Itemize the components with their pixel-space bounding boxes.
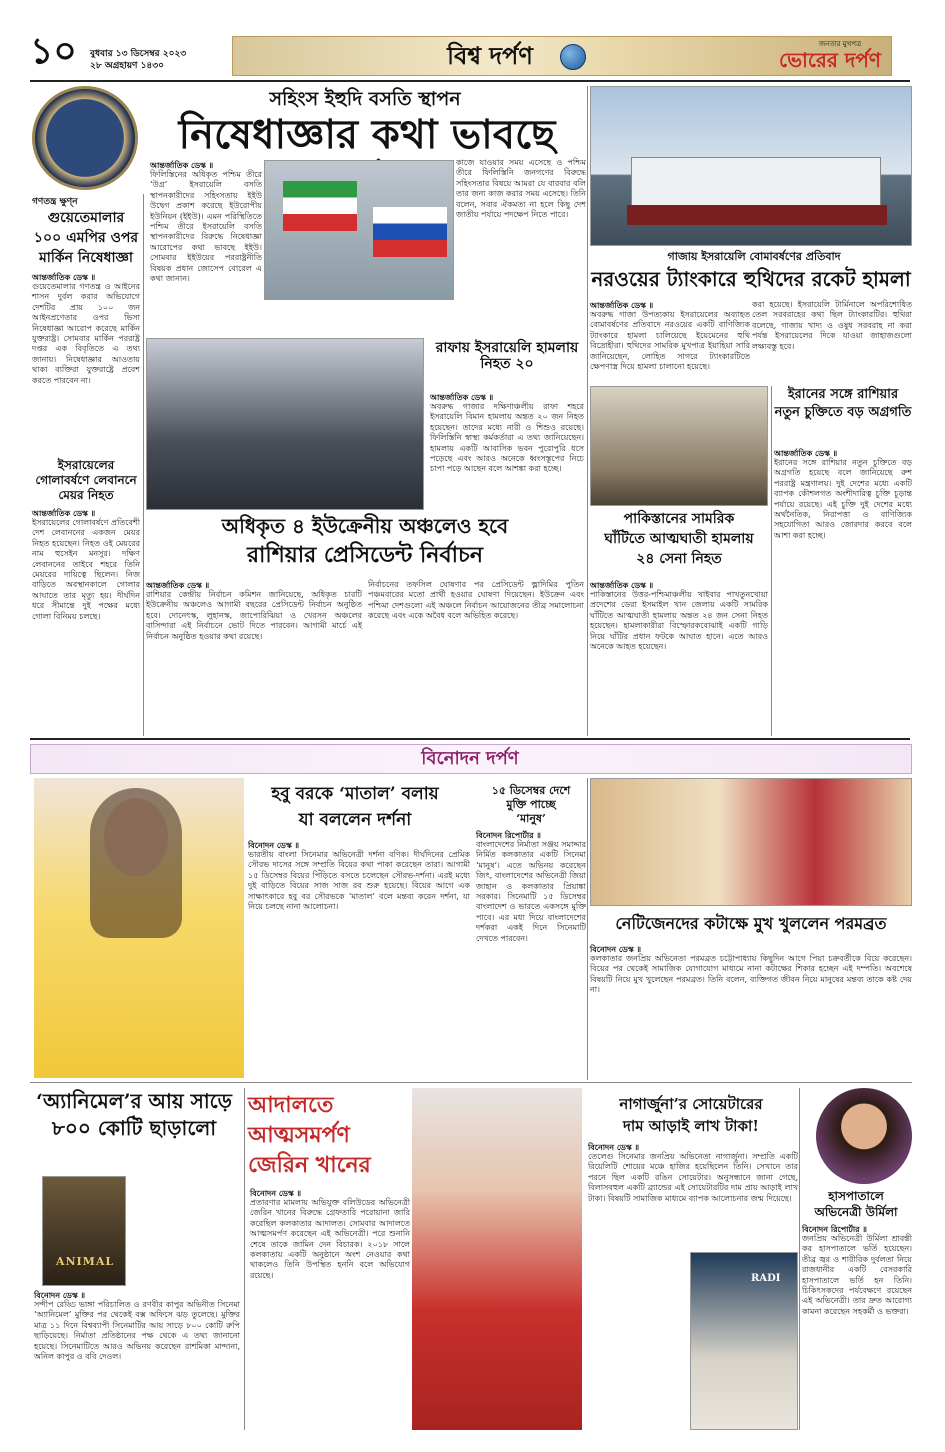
animal-poster-title: ANIMAL <box>55 1255 115 1268</box>
manush-desk: বিনোদন রিপোর্টার ॥ <box>476 830 541 840</box>
masthead-tagline: জনতার মুখপত্র <box>818 40 862 48</box>
manush-body: বাংলাদেশের নির্মাতা সঞ্জয় সমাদ্দার নির্মিত কলকাতার একটি সিনেমা ‘মানুষ’। এতে অভিনয় করেছেন জিৎ, বাংলাদেশের অভিনেত্রী জিয়া জাহান ও কলকাতার প্রিয়াঙ্কা সরকার। সিনেমাটি ১৫ ডিসেম্বর বাংলাদেশ ও ভারতে একসঙ্গে মুক্তি পাবে। এর মধ্য দিয়ে বাংলাদেশের দর্শকরা একই দিনে সিনেমাটি দেখতে পারবেন। <box>476 840 586 943</box>
parambrata-body: কলকাতার জনপ্রিয় অভিনেতা পরমব্রত চট্টোপাধ্যায় কিছুদিন আগে পিয়া চক্রবর্তীকে বিয়ে করেছেন। বিয়ের পর থেকেই সামাজিক যোগাযোগ মাধ্যমে নানা কটাক্ষের শিকার হচ্ছেন এই দম্পতি। অবশেষে বিষয়টি নিয়ে মুখ খুলেছেন পরমব্রত। তিনি বলেন, ব্যক্তিগত জীবন নিয়ে মানুষের মন্তব্য তাকে কষ্ট দেয় না। <box>590 954 912 995</box>
urmila-photo <box>816 1088 912 1184</box>
pakistan-desk: আন্তর্জাতিক ডেস্ক ॥ <box>590 580 654 590</box>
top-story-body: ফিলিস্তিনের অধিকৃত পশ্চিম তীরে ‘উগ্র’ ইসরায়েলি বসতি স্থাপনকারীদের সহিংসতায় ইইউ উদ্বেগ প্রকাশ করেছে ইউরোপীয় ইউনিয়ন (ইইউ)। এমন পরিস্থিতিতে পশ্চিম তীরে ইসরায়েলি বসতি স্থাপনকারীদের বিরুদ্ধে নিষেধাজ্ঞা আরোপের কথা ভাবছে ইইউ। সোমবার ইইউয়ের পররাষ্ট্রনীতি বিষয়ক প্রধান জোসেপ বোরেল এ কথা জানান। <box>150 170 262 284</box>
iran-headline: ইরানের সঙ্গে রাশিয়ার নতুন চুক্তিতে বড় অগ্রগতি <box>774 387 912 420</box>
nagarjuna-headline-1: নাগার্জুনা’র সোয়েটারের <box>619 1095 763 1113</box>
top-story-desk: আন্তর্জাতিক ডেস্ক ॥ <box>150 160 214 170</box>
zareen-desk: বিনোদন ডেস্ক ॥ <box>250 1188 302 1198</box>
ukraine-headline-1: অধিকৃত ৪ ইউক্রেনীয় অঞ্চলেও হবে <box>221 514 509 538</box>
darshana-desk: বিনোদন ডেস্ক ॥ <box>248 840 300 850</box>
column-rule <box>244 1088 245 1430</box>
darshana-photo <box>34 778 244 1078</box>
lebanon-desk: আন্তর্জাতিক ডেস্ক ॥ <box>32 508 96 518</box>
guatemala-kicker: গণতন্ত্র ক্ষুণ্ন <box>32 197 78 207</box>
top-story-headline: নিষেধাজ্ঞার কথা ভাবছে <box>178 111 556 158</box>
date-line-2: ২৮ অগ্রহায়ণ ১৪৩০ <box>90 61 164 71</box>
urmila-body: জনপ্রিয় অভিনেত্রী উর্মিলা শ্রাবন্তী কর হাসপাতালে ভর্তি হয়েছেন। তীব্র জ্বর ও শারীরিক দুর্বলতা নিয়ে রাজধানীর একটি বেসরকারি হাসপাতালে ভর্তি হন তিনি। চিকিৎসকদের পর্যবেক্ষণে রয়েছেন এই অভিনেত্রী। তার দ্রুত আরোগ্য কামনা করেছেন সহকর্মী ও ভক্তরা। <box>802 1234 912 1316</box>
ukraine-desk: আন্তর্জাতিক ডেস্ক ॥ <box>146 580 210 590</box>
zareen-photo <box>412 1088 582 1430</box>
iran-desk: আন্তর্জাতিক ডেস্ক ॥ <box>774 448 838 458</box>
darshana-body: ভারতীয় বাংলা সিনেমার অভিনেত্রী দর্শনা বণিক। দীর্ঘদিনের প্রেমিক সৌরভ দাসের সঙ্গে সম্প্রতি বিয়ের কথা পাকা করেছেন তারা। আগামী ১৫ ডিসেম্বর বিয়ের পিঁড়িতে বসতে চলেছেন সৌরভ-দর্শনা। এরই মধ্যে দুই বাড়িতে বিয়ের সাজ সাজ রব শুরু হয়েছে। বিয়ের আগে এক সাক্ষাৎকারে হবু বর সৌরভকে ‘মাতাল’ বলে মন্তব্য করেন দর্শনা, যা নিয়ে চলছে নানা আলোচনা। <box>248 850 470 912</box>
darshana-headline-2: যা বললেন দর্শনা <box>298 810 412 830</box>
pakistan-blast-photo <box>590 386 768 506</box>
animal-poster <box>42 1176 126 1286</box>
zareen-headline-2: আত্মসমর্পণ <box>248 1122 350 1148</box>
pakistan-headline-3: ২৪ সেনা নিহত <box>636 551 722 567</box>
page-number: ১০ <box>30 30 77 72</box>
zareen-body: প্রতারণার মামলায় অভিযুক্ত বলিউডের অভিনেত্রী জেরিন খানের বিরুদ্ধে গ্রেফতারি পরোয়ানা জারি করেছিল কলকাতার আদালত। সোমবার আদালতে আত্মসমর্পণ করেছেন এই অভিনেত্রী। পরে শুনানি শেষে তাকে জামিন দেন বিচারক। ২০১৮ সালে কলকাতায় একটি অনুষ্ঠানে অংশ নেওয়ার কথা থাকলেও তিনি উপস্থিত হননি বলে অভিযোগ রয়েছে। <box>250 1198 410 1280</box>
nagarjuna-headline-2: দাম আড়াই লাখ টাকা! <box>623 1117 759 1135</box>
nagarjuna-photo-badge: RADI <box>751 1273 781 1284</box>
column-rule <box>799 1088 800 1430</box>
zareen-headline-3: জেরিন খানের <box>248 1152 371 1178</box>
iran-body: ইরানের সঙ্গে রাশিয়ার নতুন চুক্তিতে বড় অগ্রগতি হয়েছে বলে জানিয়েছে রুশ পররাষ্ট্র মন্ত্রণালয়। দুই দেশের মধ্যে একটি ব্যাপক কৌশলগত অংশীদারিত্ব চুক্তি চূড়ান্ত পর্যায়ে রয়েছে। এই চুক্তি দুই দেশের মধ্যে অর্থনৈতিক, নিরাপত্তা ও বাণিজ্যিক সহযোগিতা আরও জোরদার করবে বলে আশা করা হচ্ছে। <box>774 458 912 540</box>
zareen-headline-1: আদালতে <box>248 1092 334 1118</box>
globe-icon <box>560 44 586 70</box>
nagarjuna-body-continued <box>588 1252 686 1430</box>
darshana-headline-1: হবু বরকে ‘মাতাল’ বলায় <box>271 784 439 804</box>
column-rule <box>143 194 144 736</box>
top-story-body-continued: কাজে যাওয়ার সময় এসেছে ও পশ্চিম তীরে ফিলিস্তিনি জনগণের বিরুদ্ধে সহিংসতার বিষয়ে আমরা যে বারবার বলি তার জন্য কাজ করার সময় এসেছে। তিনি বলেন, সবার ঐকমত্য না হলে কিছু দেশ জাতীয় পর্যায়ে পদক্ষেপ নিতে পারে। <box>456 158 586 220</box>
urmila-headline-2: অভিনেত্রী উর্মিলা <box>814 1205 898 1219</box>
pakistan-body: পাকিস্তানের উত্তর-পশ্চিমাঞ্চলীয় খাইবার পাখতুনখোয়া প্রদেশের ডেরা ইসমাইল খান জেলায় একটি সামরিক ঘাঁটিতে আত্মঘাতী হামলায় অন্তত ২৪ জন সেনা নিহত হয়েছেন। হামলাকারীরা বিস্ফোরকবোঝাই একটি গাড়ি নিয়ে ঘাঁটির প্রধান ফটকে আঘাত হানে। এতে আরও অনেকে আহত হয়েছেন। <box>590 590 768 652</box>
parambrata-headline: নেটিজেনদের কটাক্ষে মুখ খুললেন পরমব্রত <box>615 914 887 933</box>
guatemala-headline: গুয়েতেমালার ১০০ এমপির ওপর মার্কিন নিষেধাজ্ঞা <box>33 210 139 266</box>
masthead-logo: ভোরের দর্পণ <box>779 48 881 72</box>
lebanon-headline: ইসরায়েলের গোলাবর্ষণে লেবাননে মেয়র নিহত <box>35 458 137 502</box>
darshana-hair <box>90 788 182 938</box>
header-rule <box>30 80 910 82</box>
ukraine-body-continued: নির্বাচনের তফসিল ঘোষণার পর প্রেসিডেন্ট ভ্লাদিমির পুতিন পঞ্চমবারের মতো প্রার্থী হওয়ার ঘোষণা দিয়েছেন। ইউক্রেন এবং পশ্চিমা দেশগুলো এই অঞ্চলে নির্বাচন আয়োজনের তীব্র সমালোচনা করেছে এবং একে অবৈধ বলে অভিহিত করেছে। <box>368 580 584 621</box>
state-department-seal <box>32 86 138 190</box>
ship-desk: আন্তর্জাতিক ডেস্ক ॥ <box>590 300 654 310</box>
ship-kicker: গাজায় ইসরায়েলি বোমাবর্ষণের প্রতিবাদ <box>667 250 841 263</box>
ship-hull-lower <box>627 205 887 225</box>
guatemala-body: গুয়েতেমালার গণতন্ত্র ও আইনের শাসন দুর্বল করার অভিযোগে দেশটির প্রায় ১০০ জন আইনপ্রণেতার ওপর ভিসা নিষেধাজ্ঞা আরোপ করেছে মার্কিন যুক্তরাষ্ট্র। সোমবার মার্কিন পররাষ্ট্র দপ্তর এক বিবৃতিতে এ তথ্য জানায়। নিষেধাজ্ঞার আওতায় থাকা ব্যক্তিরা যুক্তরাষ্ট্রে প্রবেশ করতে পারবেন না। <box>32 282 140 385</box>
ship-body: অবরুদ্ধ গাজা উপত্যকায় ইসরায়েলের অব্যাহত বোমাবর্ষণের প্রতিবাদে নরওয়ের একটি বাণিজ্যিক ট্যাংকারে হামলা চালিয়েছে ইয়েমেনের হুথি বিদ্রোহীরা। হুথিদের সামরিক মুখপাত্র ইয়াহিয়া সারি জানিয়েছেন, লোহিত সাগরে ট্যাংকারটিতে ক্ষেপণাস্ত্র দিয়ে হামলা চালানো হয়েছে। <box>590 310 750 372</box>
entertainment-mid-rule <box>30 1082 912 1083</box>
manush-headline-1: ১৫ ডিসেম্বর দেশে <box>491 784 571 797</box>
animal-headline: ‘অ্যানিমেল’র আয় সাড়ে ৮০০ কোটি ছাড়ালো <box>36 1089 232 1140</box>
page-header <box>0 0 945 80</box>
column-rule <box>587 778 588 1080</box>
ukraine-body: রাশিয়ার কেন্দ্রীয় নির্বাচন কমিশন জানিয়েছে, অধিকৃত চারটি ইউক্রেনীয় অঞ্চলেও আগামী বছরের প্রেসিডেন্ট নির্বাচন অনুষ্ঠিত হবে। দোনেৎস্ক, লুহানস্ক, জাপোরিঝিয়া ও খেরসন অঞ্চলের বাসিন্দারা এই নির্বাচনে ভোট দিতে পারবেন। আগামী মার্চে এই নির্বাচন অনুষ্ঠিত হওয়ার কথা রয়েছে। <box>146 590 362 641</box>
leaders-handshake-photo <box>146 338 424 510</box>
nagarjuna-body: তেলেগু সিনেমার জনপ্রিয় অভিনেতা নাগার্জুনা। সম্প্রতি একটি রিয়েলিটি শোয়ের মঞ্চে হাজির হয়েছিলেন তিনি। সেখানে তার পরনে ছিল একটি রঙিন সোয়েটার। অনুসন্ধানে জানা গেছে, বিলাসবহুল একটি ব্র্যান্ডের এই সোয়েটারটির দাম প্রায় আড়াই লাখ টাকা। বিষয়টি সামাজিক মাধ্যমে ব্যাপক আলোচনার জন্ম দিয়েছে। <box>588 1152 798 1203</box>
ukraine-headline-2: রাশিয়ার প্রেসিডেন্ট নির্বাচন <box>246 542 484 568</box>
iran-flag <box>283 181 357 231</box>
guatemala-desk: আন্তর্জাতিক ডেস্ক ॥ <box>32 272 96 282</box>
rafah-headline: রাফায় ইসরায়েলি হামলায় নিহত ২০ <box>435 340 579 372</box>
parambrata-desk: বিনোদন ডেস্ক ॥ <box>590 944 642 954</box>
lebanon-body: ইসরায়েলের গোলাবর্ষণে প্রতিবেশী দেশ লেবাননের একজন মেয়র নিহত হয়েছেন। নিহত ওই মেয়রের নাম হুসেইন মনসুর। দক্ষিণ লেবাননের তাইবে শহরে তিনি মেয়রের দায়িত্বে ছিলেন। নিজ বাড়িতে অবস্থানকালে গোলার আঘাতে তার মৃত্যু হয়। দীর্ঘদিন ধরে সীমান্তে দুই পক্ষের মধ্যে গোলা বিনিময় চলছে। <box>32 518 140 621</box>
animal-desk: বিনোদন ডেস্ক ॥ <box>34 1290 86 1300</box>
section-title: বিশ্ব দর্পণ <box>447 41 533 70</box>
top-story-kicker: সহিংস ইহুদি বসতি স্থাপন <box>269 88 461 110</box>
ship-photo <box>590 86 912 246</box>
urmila-headline-1: হাসপাতালে <box>828 1189 884 1203</box>
urmila-desk: বিনোদন রিপোর্টার ॥ <box>802 1224 867 1234</box>
date-line-1: বুধবার ১৩ ডিসেম্বর ২০২৩ <box>90 49 187 59</box>
pakistan-headline-2: ঘাঁটিতে আত্মঘাতী হামলায় <box>604 531 754 547</box>
ship-body-continued: করা হয়েছে। ইসরায়েলি টার্মিনালে অপরিশোধিত তেল সরবরাহের কথা ছিল ট্যাংকারটির। হুথিরা বলেছে, গাজায় খাদ্য ও ওষুধ সরবরাহ না করা পর্যন্ত ইসরায়েলের দিকে যাওয়া জাহাজগুলো লক্ষ্যবস্তু হবে। <box>752 300 912 351</box>
russia-flag <box>373 207 447 257</box>
manush-headline-2: মুক্তি পাচ্ছে <box>506 798 556 811</box>
pakistan-headline-1: পাকিস্তানের সামরিক <box>623 511 735 527</box>
flags-photo <box>264 160 454 300</box>
rafah-desk: আন্তর্জাতিক ডেস্ক ॥ <box>430 392 494 402</box>
animal-body: সন্দীপ রেড্ডি ভাঙ্গা পরিচালিত ও রণবীর কাপুর অভিনীত সিনেমা ‘অ্যানিমেল’ মুক্তির পর থেকেই বক্স অফিসে ঝড় তুলেছে। মুক্তির মাত্র ১১ দিনে বিশ্বব্যাপী সিনেমাটির আয় সাড়ে ৮০০ কোটি রুপি ছাড়িয়েছে। নির্মাতা প্রতিষ্ঠানের পক্ষ থেকে এ তথ্য জানানো হয়েছে। সিনেমাটিতে আরও অভিনয় করেছেন রাশমিকা মান্দানা, অনিল কাপুর ও ববি দেওল। <box>34 1300 240 1362</box>
entertainment-section-title: বিনোদন দর্পণ <box>421 748 519 769</box>
section-rule <box>30 738 910 740</box>
parambrata-photo <box>590 778 912 906</box>
nagarjuna-desk: বিনোদন ডেস্ক ॥ <box>588 1142 640 1152</box>
ship-headline: নরওয়ের ট্যাংকারে হুথিদের রকেট হামলা <box>591 267 911 291</box>
manush-headline-3: ‘মানুষ’ <box>516 812 546 825</box>
column-rule <box>587 86 588 736</box>
nagarjuna-photo <box>690 1252 798 1430</box>
column-rule <box>771 386 772 736</box>
rafah-body: অবরুদ্ধ গাজার দক্ষিণাঞ্চলীয় রাফা শহরে ইসরায়েলি বিমান হামলায় অন্তত ২০ জন নিহত হয়েছেন। তাদের মধ্যে নারী ও শিশুও রয়েছে। ফিলিস্তিনি স্বাস্থ্য কর্মকর্তারা এ তথ্য জানিয়েছেন। হামলায় একটি আবাসিক ভবন পুরোপুরি ধসে পড়েছে এবং আরও অনেকে ধ্বংসস্তূপের নিচে চাপা পড়ে আছেন বলে আশঙ্কা করা হচ্ছে। <box>430 402 584 474</box>
